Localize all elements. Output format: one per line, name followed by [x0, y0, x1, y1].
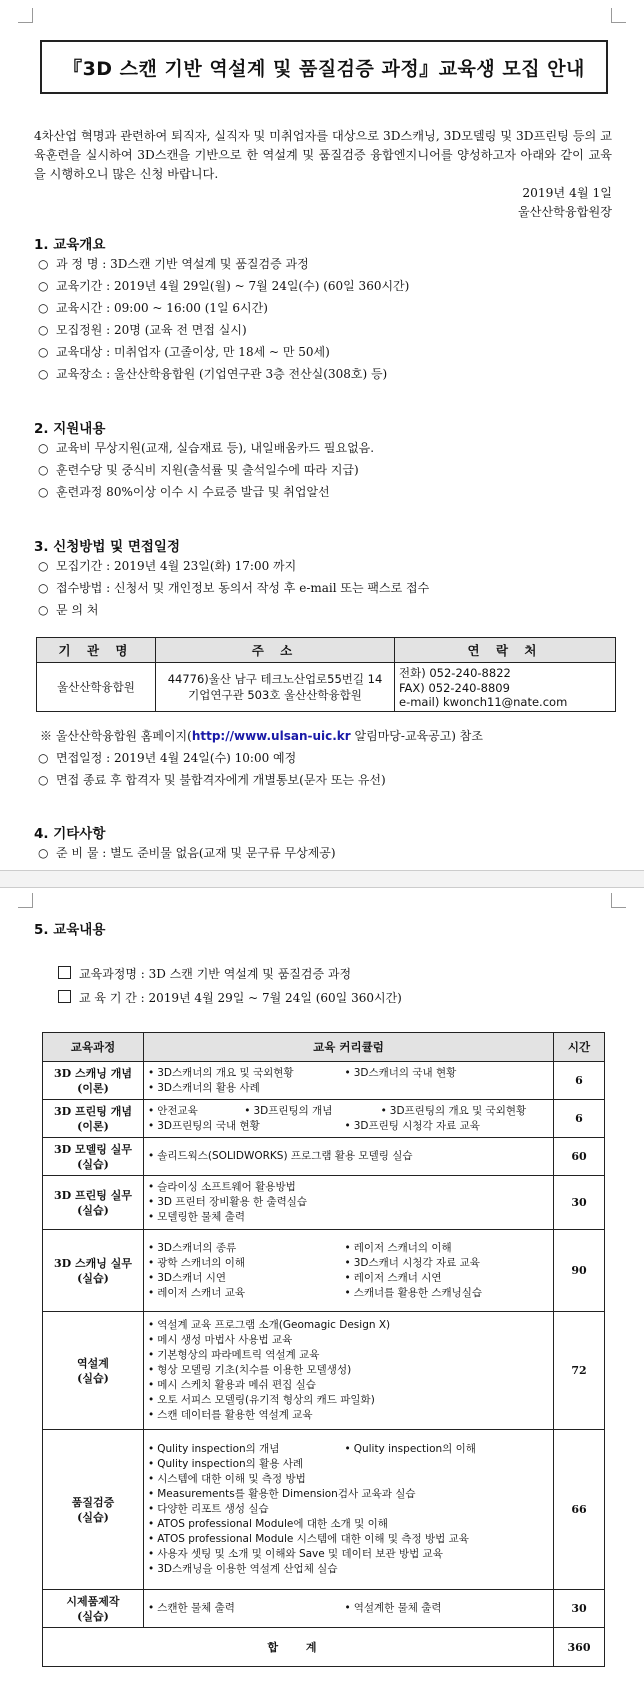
- curriculum-line: [148, 1363, 549, 1378]
- column-header: 교육과정: [43, 1033, 144, 1062]
- course-name-line: (실습): [77, 1371, 109, 1385]
- curriculum-line: [148, 1318, 549, 1333]
- course-name: [43, 1138, 144, 1176]
- table-header-row: [37, 638, 616, 663]
- curriculum-table: [42, 1032, 605, 1667]
- document-title: 『3D 스캔 기반 역설계 및 품질검증 과정』교육생 모집 안내: [40, 40, 608, 94]
- curriculum-item: • 스캐너를 활용한 스캐닝실습: [344, 1286, 540, 1301]
- intro-paragraph: [34, 127, 612, 222]
- page-corner-mark: [611, 8, 626, 23]
- curriculum-item: • 스캔 데이터를 활용한 역설계 교육: [148, 1408, 313, 1423]
- curriculum-item: • 3D스캐너의 국내 현황: [344, 1066, 540, 1081]
- curriculum-line: [148, 1333, 549, 1348]
- curriculum-content: [144, 1312, 554, 1430]
- page-break: [0, 870, 644, 888]
- list-item: ○ 훈련과정 80%이상 이수 시 수료증 발급 및 취업알선: [38, 485, 330, 499]
- curriculum-item: • 메시 생성 마법사 사용법 교육: [148, 1333, 292, 1348]
- section-heading: 4. 기타사항: [34, 826, 106, 842]
- curriculum-line: [148, 1408, 549, 1423]
- course-hours: 60: [554, 1138, 605, 1176]
- curriculum-line: [148, 1562, 549, 1577]
- curriculum-item: • 3D프린팅의 국내 현황: [148, 1119, 344, 1134]
- course-name: [43, 1176, 144, 1230]
- curriculum-line: [148, 1286, 549, 1301]
- curriculum-item: • 슬라이싱 소프트웨어 활용방법: [148, 1180, 296, 1195]
- curriculum-item: • Qulity inspection의 이해: [344, 1442, 540, 1457]
- curriculum-item: • 시스템에 대한 이해 및 측정 방법: [148, 1472, 306, 1487]
- curriculum-item: • 메시 스케치 활용과 메쉬 편집 실습: [148, 1378, 316, 1393]
- curriculum-line: [148, 1271, 549, 1286]
- curriculum-line: [148, 1210, 549, 1225]
- curriculum-line: [148, 1104, 549, 1119]
- curriculum-item: • 레이저 스캐너 시연: [344, 1271, 540, 1286]
- curriculum-item: • 오토 서피스 모델링(유기적 형상의 캐드 파일화): [148, 1393, 375, 1408]
- list-item: ○ 면접일정 : 2019년 4월 24일(수) 10:00 예정: [38, 751, 297, 765]
- course-hours: 6: [554, 1100, 605, 1138]
- course-name-line: 교육과정명 : 3D 스캔 기반 역설계 및 품질검증 과정: [58, 965, 351, 982]
- list-item: ○ 교육대상 : 미취업자 (고졸이상, 만 18세 ~ 만 50세): [38, 345, 330, 359]
- table-row: [43, 1100, 605, 1138]
- column-header: 주 소: [156, 638, 395, 663]
- curriculum-content: [144, 1176, 554, 1230]
- course-name: [43, 1100, 144, 1138]
- curriculum-item: • 3D스캐너의 개요 및 국외현황: [148, 1066, 344, 1081]
- curriculum-line: [148, 1149, 549, 1164]
- curriculum-line: [148, 1517, 549, 1532]
- table-row: [43, 1138, 605, 1176]
- column-header: 교육 커리큘럼: [144, 1033, 554, 1062]
- checkbox-square-icon: [58, 990, 71, 1003]
- curriculum-content: [144, 1062, 554, 1100]
- curriculum-item: • 모델링한 물체 출력: [148, 1210, 245, 1225]
- list-item: ○ 교육장소 : 울산산학융합원 (기업연구관 3층 전산실(308호) 등): [38, 367, 388, 381]
- curriculum-item: • 역설계한 물체 출력: [344, 1601, 540, 1616]
- intro-text: 4차산업 혁명과 관련하여 퇴직자, 실직자 및 미취업자를 대상으로 3D스캐닝, 3D모델링 및 3D프린팅 등의 교육훈련을 실시하여 3D스캔을 기반으로 한 역설계 및 품질검증 융합엔지니어를 양성하고자 아래와 같이 교육을 시행하오니 많은 신청 바랍니다.: [34, 129, 612, 181]
- total-label: 합 계: [43, 1628, 554, 1667]
- curriculum-line: [148, 1378, 549, 1393]
- course-name-line: (이론): [77, 1119, 109, 1133]
- course-name: [43, 1312, 144, 1430]
- column-header: 기 관 명: [37, 638, 156, 663]
- course-name-line: (실습): [77, 1510, 109, 1524]
- section-heading: 3. 신청방법 및 면접일정: [34, 539, 180, 555]
- address-line: 44776)울산 남구 테크노산업로55번길 14: [167, 672, 383, 686]
- curriculum-item: • ATOS professional Module 시스템에 대한 이해 및 측정 방법 교육: [148, 1532, 469, 1547]
- curriculum-content: [144, 1430, 554, 1590]
- org-name: 울산산학융합원: [37, 663, 156, 712]
- curriculum-item: • 기본형상의 파라메트릭 역설계 교육: [148, 1348, 319, 1363]
- checkbox-square-icon: [58, 966, 71, 979]
- curriculum-line: [148, 1066, 549, 1081]
- table-row: [43, 1590, 605, 1628]
- course-hours: 66: [554, 1430, 605, 1590]
- address-cell: [156, 663, 395, 712]
- curriculum-line: [148, 1081, 549, 1096]
- curriculum-line: [148, 1502, 549, 1517]
- curriculum-line: [148, 1241, 549, 1256]
- course-name-line: 시제품제작: [66, 1594, 120, 1608]
- curriculum-item: • 3D스캐너 시청각 자료 교육: [344, 1256, 540, 1271]
- curriculum-item: • 3D프린팅의 개요 및 국외현황: [381, 1104, 541, 1119]
- curriculum-item: • 스캔한 물체 출력: [148, 1601, 344, 1616]
- table-header-row: [43, 1033, 605, 1062]
- curriculum-line: [148, 1547, 549, 1562]
- table-row: [43, 1062, 605, 1100]
- course-name: [43, 1590, 144, 1628]
- course-name-line: 품질검증: [71, 1495, 115, 1509]
- curriculum-item: • 3D 프린터 장비활용 한 출력실습: [148, 1195, 307, 1210]
- course-hours: 30: [554, 1176, 605, 1230]
- list-item: ○ 모집기간 : 2019년 4월 23일(화) 17:00 까지: [38, 559, 297, 573]
- column-header: 시간: [554, 1033, 605, 1062]
- curriculum-item: • 3D스캐너의 종류: [148, 1241, 344, 1256]
- course-name-line: (실습): [77, 1203, 109, 1217]
- course-name-line: (이론): [77, 1081, 109, 1095]
- table-row: [43, 1430, 605, 1590]
- course-name-line: 3D 스캐닝 실무: [54, 1256, 132, 1270]
- curriculum-line: [148, 1442, 549, 1457]
- table-row: [37, 663, 616, 712]
- list-item: ○ 과 정 명 : 3D스캔 기반 역설계 및 품질검증 과정: [38, 257, 309, 271]
- table-row: [43, 1312, 605, 1430]
- list-item: ○ 교육비 무상지원(교재, 실습재료 등), 내일배움카드 필요없음.: [38, 441, 375, 455]
- list-item: ○ 교육기간 : 2019년 4월 29일(월) ~ 7월 24일(수) (60일 360시간): [38, 279, 410, 293]
- curriculum-item: • ATOS professional Module에 대한 소개 및 이해: [148, 1517, 388, 1532]
- table-row: [43, 1176, 605, 1230]
- course-hours: 72: [554, 1312, 605, 1430]
- list-item: ○ 문 의 처: [38, 603, 99, 617]
- phone-number: 전화) 052-240-8822: [399, 666, 511, 680]
- page-corner-mark: [18, 893, 33, 908]
- course-name-line: (실습): [77, 1157, 109, 1171]
- curriculum-content: [144, 1100, 554, 1138]
- page-corner-mark: [611, 893, 626, 908]
- section-heading: 1. 교육개요: [34, 237, 106, 253]
- column-header: 연 락 처: [395, 638, 616, 663]
- curriculum-item: • Measurements를 활용한 Dimension검사 교육과 실습: [148, 1487, 416, 1502]
- course-name: [43, 1430, 144, 1590]
- curriculum-line: [148, 1348, 549, 1363]
- curriculum-line: [148, 1180, 549, 1195]
- total-hours: 360: [554, 1628, 605, 1667]
- list-item: ○ 훈련수당 및 중식비 지원(출석률 및 출석일수에 따라 지급): [38, 463, 359, 477]
- curriculum-content: [144, 1590, 554, 1628]
- issuer: 울산산학융합원장: [517, 205, 612, 219]
- course-hours: 90: [554, 1230, 605, 1312]
- homepage-note: ※ 울산산학융합원 홈페이지(http://www.ulsan-uic.kr 알림마당-교육공고) 참조: [40, 729, 483, 743]
- course-hours: 30: [554, 1590, 605, 1628]
- course-name-line: 역설계: [77, 1356, 109, 1370]
- curriculum-item: • 레이저 스캐너 교육: [148, 1286, 344, 1301]
- curriculum-line: [148, 1601, 549, 1616]
- course-name-line: 3D 모델링 실무: [54, 1142, 132, 1156]
- table-row: [43, 1230, 605, 1312]
- curriculum-line: [148, 1457, 549, 1472]
- curriculum-item: • 다양한 리포트 생성 실습: [148, 1502, 269, 1517]
- section-heading: 5. 교육내용: [34, 922, 106, 938]
- document-date: 2019년 4월 1일: [522, 186, 612, 200]
- contact-cell: [395, 663, 616, 712]
- curriculum-line: [148, 1195, 549, 1210]
- curriculum-item: • 광학 스캐너의 이해: [148, 1256, 344, 1271]
- curriculum-item: • 3D스캐닝을 이용한 역설계 산업체 실습: [148, 1562, 337, 1577]
- curriculum-item: • Qulity inspection의 개념: [148, 1442, 344, 1457]
- curriculum-line: [148, 1393, 549, 1408]
- curriculum-item: • 역설계 교육 프로그램 소개(Geomagic Design X): [148, 1318, 390, 1333]
- curriculum-line: [148, 1256, 549, 1271]
- list-item: ○ 접수방법 : 신청서 및 개인정보 동의서 작성 후 e-mail 또는 팩스로 접수: [38, 581, 430, 595]
- curriculum-item: • 안전교육: [148, 1104, 244, 1119]
- course-name-line: 3D 프린팅 실무: [54, 1188, 132, 1202]
- contact-table: [36, 637, 616, 712]
- curriculum-item: • 3D프린팅의 개념: [244, 1104, 380, 1119]
- course-name-line: 3D 프린팅 개념: [54, 1104, 132, 1118]
- course-name-line: (실습): [77, 1609, 109, 1623]
- course-name-line: (실습): [77, 1271, 109, 1285]
- curriculum-item: • 사용자 셋팅 및 소개 및 이해와 Save 및 데이터 보관 방법 교육: [148, 1547, 443, 1562]
- course-name-line: 3D 스캐닝 개념: [54, 1066, 132, 1080]
- curriculum-item: • 형상 모델링 기초(치수를 이용한 모델생성): [148, 1363, 351, 1378]
- list-item: ○ 교육시간 : 09:00 ~ 16:00 (1일 6시간): [38, 301, 268, 315]
- email-address[interactable]: e-mail) kwonch11@nate.com: [399, 695, 568, 709]
- curriculum-line: [148, 1487, 549, 1502]
- curriculum-line: [148, 1532, 549, 1547]
- course-hours: 6: [554, 1062, 605, 1100]
- curriculum-content: [144, 1138, 554, 1176]
- list-item: ○ 모집정원 : 20명 (교육 전 면접 실시): [38, 323, 247, 337]
- curriculum-line: [148, 1119, 549, 1134]
- page-corner-mark: [18, 8, 33, 23]
- curriculum-item: • Qulity inspection의 활용 사례: [148, 1457, 303, 1472]
- curriculum-item: • 3D스캐너 시연: [148, 1271, 344, 1286]
- homepage-link[interactable]: http://www.ulsan-uic.kr: [191, 729, 351, 743]
- curriculum-item: • 레이저 스캐너의 이해: [344, 1241, 540, 1256]
- course-name: [43, 1230, 144, 1312]
- address-line: 기업연구관 503호 울산산학융합원: [188, 688, 362, 702]
- fax-number: FAX) 052-240-8809: [399, 681, 510, 695]
- curriculum-item: • 솔리드웍스(SOLIDWORKS) 프로그램 활용 모델링 실습: [148, 1149, 413, 1164]
- list-item: ○ 면접 종료 후 합격자 및 불합격자에게 개별통보(문자 또는 유선): [38, 773, 386, 787]
- list-item: ○ 준 비 물 : 별도 준비물 없음(교재 및 문구류 무상제공): [38, 846, 336, 860]
- total-row: [43, 1628, 605, 1667]
- curriculum-item: • 3D프린팅 시청각 자료 교육: [344, 1119, 540, 1134]
- curriculum-item: • 3D스캐너의 활용 사례: [148, 1081, 260, 1096]
- course-period-line: 교 육 기 간 : 2019년 4월 29일 ~ 7월 24일 (60일 360시간): [58, 989, 402, 1006]
- section-heading: 2. 지원내용: [34, 421, 106, 437]
- curriculum-line: [148, 1472, 549, 1487]
- course-name: [43, 1062, 144, 1100]
- curriculum-content: [144, 1230, 554, 1312]
